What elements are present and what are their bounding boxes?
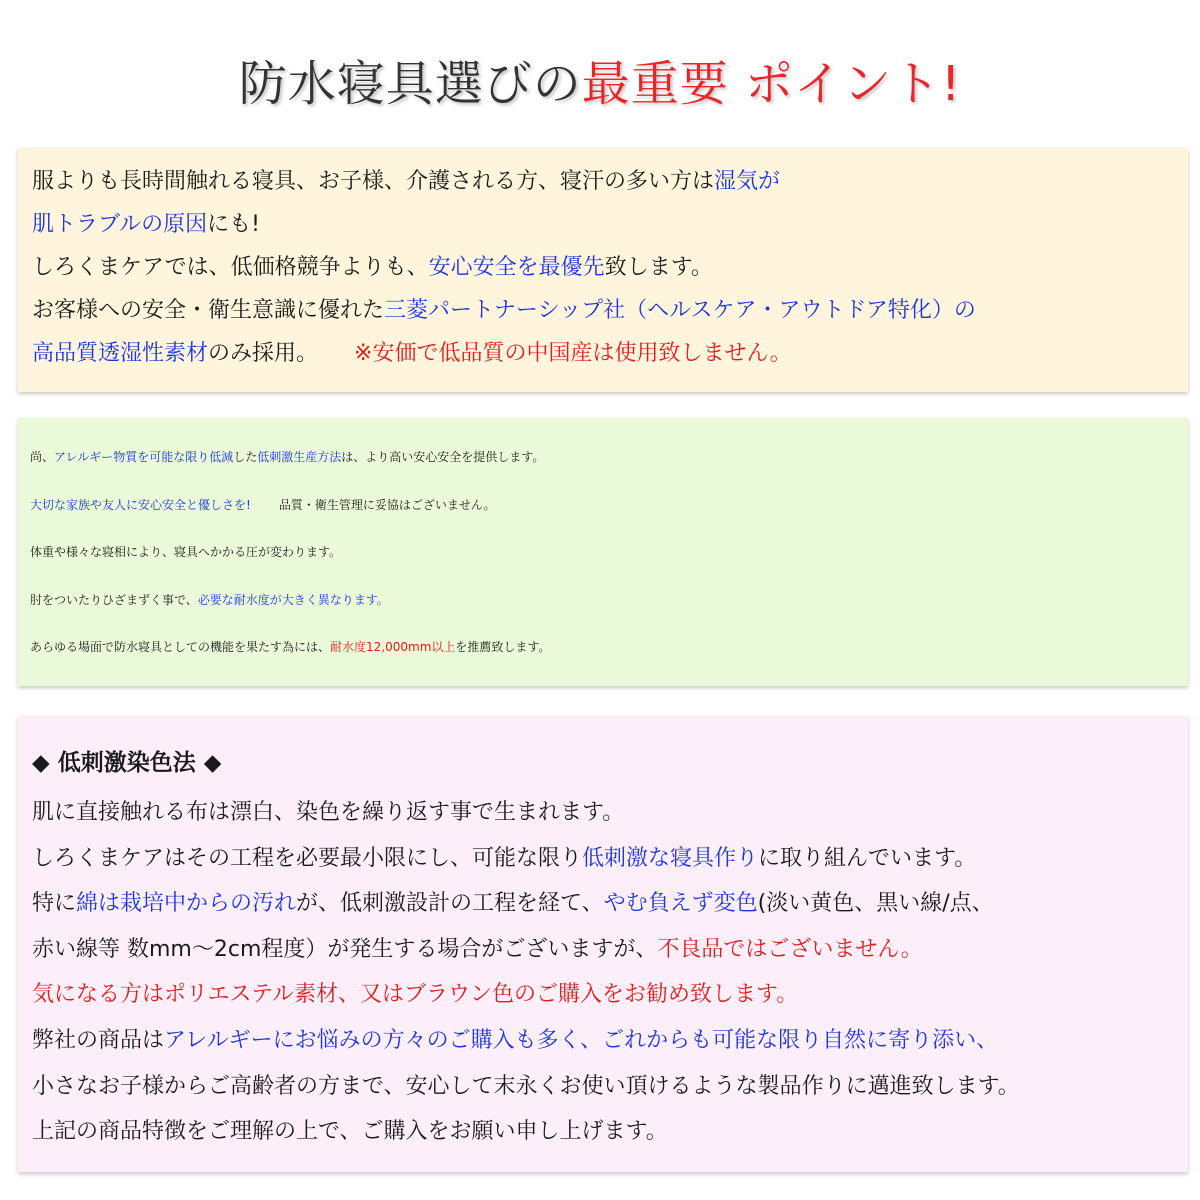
box3-line-8: 上記の商品特徴をご理解の上で、ご購入をお願い申し上げます。 [32,1119,668,1145]
box2-line-5: あらゆる場面で防水寝具としての機能を果たす為には、耐水度12,000mm以上を推薦致します。 [30,640,551,654]
warning-text: ※安価で低品質の中国産は使用致しません。 [354,341,792,366]
section-heading: ◆ 低刺激染色法 ◆ [32,750,222,776]
box1-line-2: 肌トラブルの原因にも! [32,212,260,237]
box3-line-7: 小さなお子様からご高齢者の方まで、安心して末永くお使い頂けるような製品作りに邁進致します。 [32,1073,1020,1099]
notice-box-allergy [18,418,1188,686]
box1-line-5: 高品質透湿性素材のみ採用。 ※安価で低品質の中国産は使用致しません。 [32,341,792,366]
box3-line-2: しろくまケアはその工程を必要最小限にし、可能な限り低刺激な寝具作りに取り組んでいます。 [32,845,977,871]
box3-line-4: 赤い線等 数mm～2cm程度）が発生する場合がございますが、不良品ではございません。 [32,936,923,962]
box3-line-6: 弊社の商品はアレルギーにお悩みの方々のご購入も多く、ごれからも可能な限り自然に寄り添い、 [32,1027,999,1053]
title-main: 防水寝具選びの [238,56,582,112]
box2-line-3: 体重や様々な寝相により、寝具へかかる圧が変わります。 [30,545,342,559]
box3-line-1: 肌に直接触れる布は漂白、染色を繰り返す事で生まれます。 [32,800,625,825]
box3-line-5: 気になる方はポリエステル素材、又はブラウン色のご購入をお勧め致します。 [32,982,799,1008]
page-title [0,52,1200,116]
title-emphasis: 最重要 ポイント! [581,56,962,112]
notice-box-dyeing [18,716,1188,1172]
box3-line-3: 特に綿は栽培中からの汚れが、低刺激設計の工程を経て、やむ負えず変色(淡い黄色、黒い線/点、 [32,891,994,917]
box2-line-2: 大切な家族や友人に安心安全と優しさを! 品質・衛生管理に妥協はございません。 [30,497,496,512]
box1-line-4: お客様への安全・衛生意識に優れた三菱パートナーシップ社（ヘルスケア・アウトドア特化）の [32,298,976,323]
water-resistance-value: 耐水度12,000mm以上 [330,640,456,654]
box2-line-4: 肘をついたりひざまずく事で、必要な耐水度が大きく異なります。 [30,592,389,607]
box1-line-1: 服よりも長時間触れる寝具、お子様、介護される方、寝汗の多い方は湿気が [32,169,781,194]
box1-line-3: しろくまケアでは、低価格競争よりも、安心安全を最優先致します。 [32,255,713,280]
notice-box-materials [18,148,1188,392]
box2-line-1: 尚、アレルギー物質を可能な限り低減した低刺激生産方法は、より高い安心安全を提供します。 [30,450,545,464]
